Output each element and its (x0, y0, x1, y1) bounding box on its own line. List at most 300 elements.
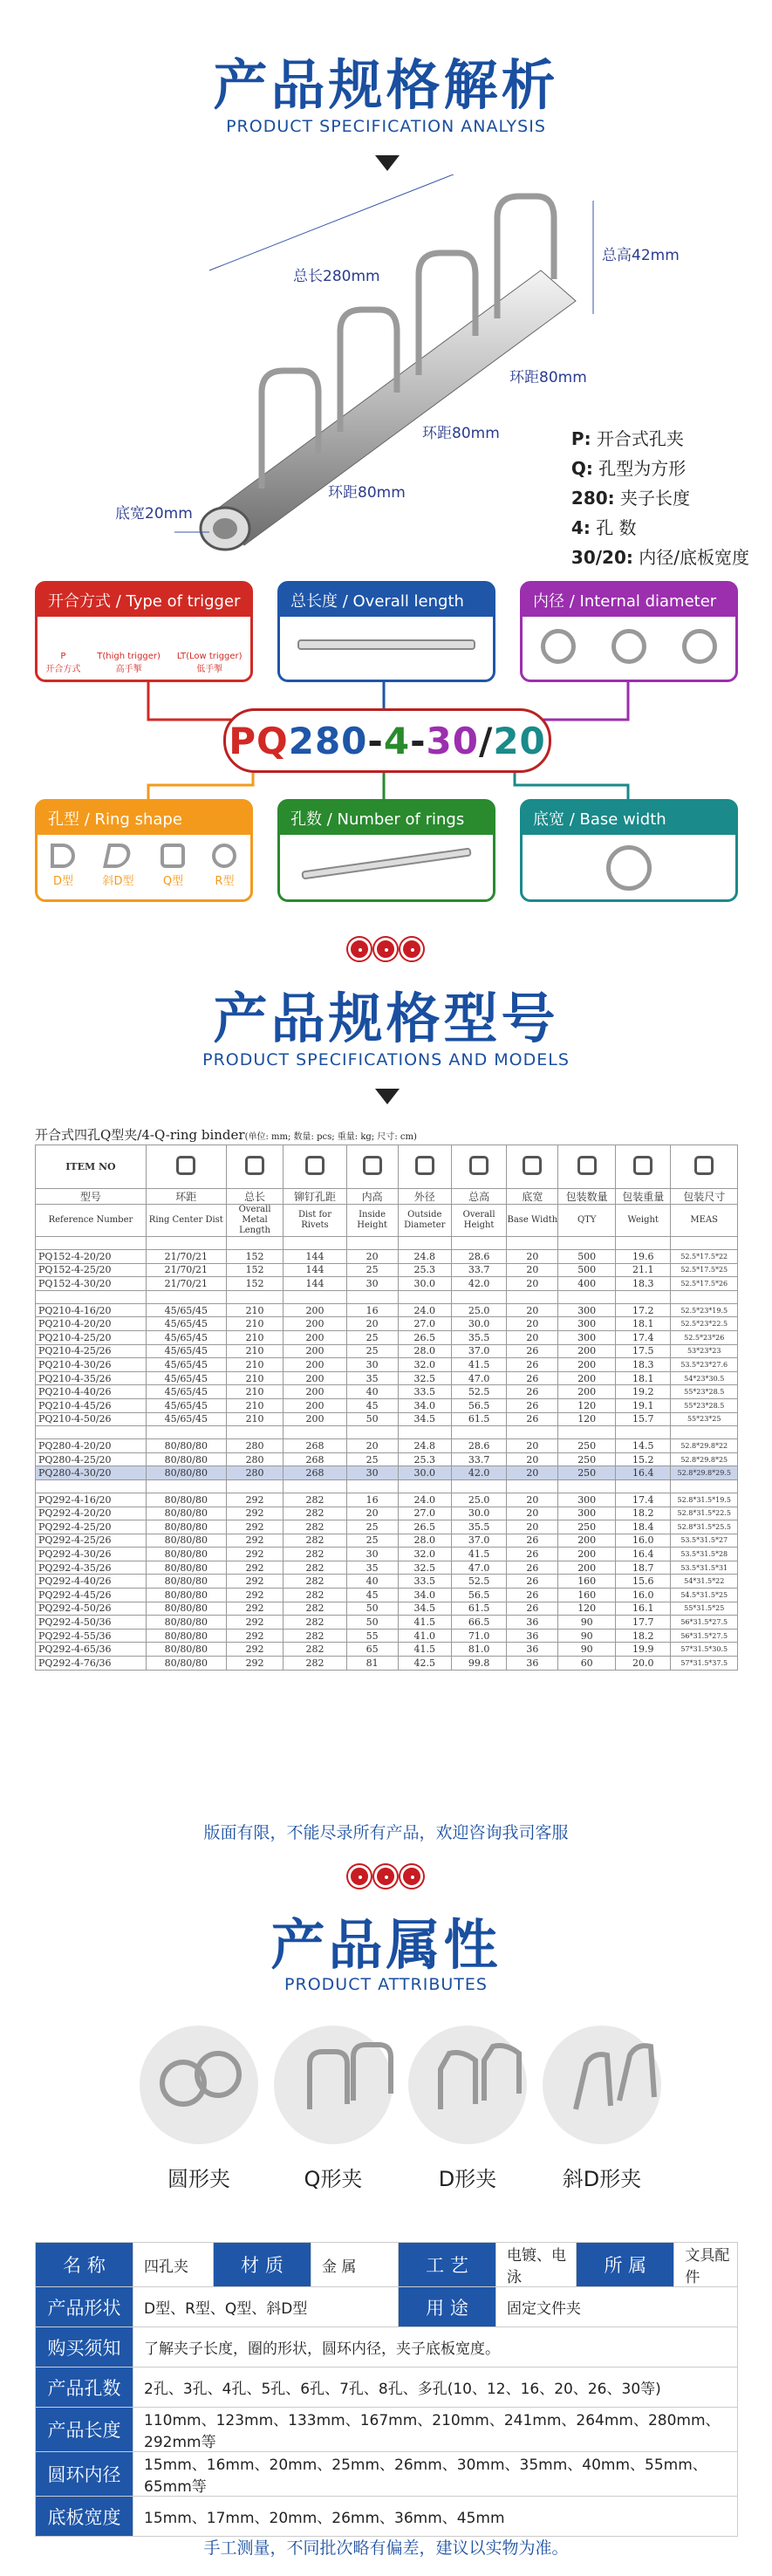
table-cell: 200 (558, 1371, 616, 1385)
table-cell: 268 (284, 1466, 346, 1480)
table-cell: 20.0 (616, 1657, 671, 1671)
table-row (36, 1629, 738, 1643)
table-cell: 52.5*23*19.5 (671, 1303, 738, 1317)
table-cell: 292 (226, 1534, 284, 1548)
table-cell: 210 (226, 1385, 284, 1399)
table-cell: 41.0 (398, 1629, 451, 1643)
table-cell: 90 (558, 1616, 616, 1630)
table-cell: 144 (284, 1263, 346, 1277)
total-height-label: 总高42mm (602, 247, 680, 264)
table-cell: 24.0 (398, 1493, 451, 1507)
table-cell: PQ210-4-30/26 (36, 1358, 147, 1372)
code-legend (571, 424, 749, 572)
table-cell: 300 (558, 1493, 616, 1507)
table-cell: 19.6 (616, 1250, 671, 1264)
table-row (36, 1412, 738, 1426)
table-cell: 26 (507, 1534, 558, 1548)
table-cell: 45/65/45 (146, 1371, 226, 1385)
table-cell: 30.0 (451, 1507, 506, 1520)
table-en-header (36, 1205, 738, 1237)
table-cell: 20 (346, 1507, 398, 1520)
table-cell: 52.5*23*22.5 (671, 1317, 738, 1331)
table-cell: 52.5*17.5*26 (671, 1277, 738, 1291)
table-cell: 26 (507, 1385, 558, 1399)
table-cell: 56*31.5*27.5 (671, 1629, 738, 1643)
table-cell: 200 (558, 1534, 616, 1548)
table-cell: 90 (558, 1629, 616, 1643)
table-cell: 282 (284, 1589, 346, 1602)
number-of-rings-box: 孔数 / Number of rings (277, 799, 495, 902)
table-cell: 52.8*29.8*22 (671, 1439, 738, 1453)
table-cell: PQ292-4-40/26 (36, 1575, 147, 1589)
table-cell: 24.0 (398, 1303, 451, 1317)
table-row (36, 1548, 738, 1561)
table-cell: 292 (226, 1602, 284, 1616)
total-length-label: 总长280mm (293, 268, 380, 285)
column-header-en: Base Width (507, 1205, 558, 1237)
table-cell: PQ280-4-30/20 (36, 1466, 147, 1480)
header-icon-cell (398, 1145, 451, 1189)
spec-icon (415, 1156, 434, 1175)
table-cell: 33.5 (398, 1575, 451, 1589)
table-cell: 80/80/80 (146, 1561, 226, 1575)
table-cell: 282 (284, 1602, 346, 1616)
base-width-box: 底宽 / Base width (520, 799, 738, 902)
table-row (36, 1263, 738, 1277)
table-cell: 71.0 (451, 1629, 506, 1643)
table-cell: 35 (346, 1371, 398, 1385)
spec-icon (176, 1156, 195, 1175)
table-row (36, 1561, 738, 1575)
column-header-en: Overall Height (451, 1205, 506, 1237)
table-cell: 52.8*31.5*19.5 (671, 1493, 738, 1507)
table-cell: 17.7 (616, 1616, 671, 1630)
table-cell: 16.4 (616, 1466, 671, 1480)
table-cell: 282 (284, 1507, 346, 1520)
table-row (36, 1616, 738, 1630)
table-cell: 19.2 (616, 1385, 671, 1399)
table-cell: 200 (284, 1385, 346, 1399)
table-cell: 280 (226, 1439, 284, 1453)
attr-label-round: 圆形夹 (167, 2167, 230, 2191)
table-cell: PQ210-4-16/20 (36, 1303, 147, 1317)
table-cell: PQ292-4-30/26 (36, 1548, 147, 1561)
q-ring-icon (161, 844, 185, 868)
table-cell: 32.5 (398, 1371, 451, 1385)
table-cell: 26 (507, 1398, 558, 1412)
table-cell: 80/80/80 (146, 1548, 226, 1561)
table-cell: 55*31.5*25 (671, 1602, 738, 1616)
table-cell: 18.3 (616, 1358, 671, 1372)
table-cell: 26.5 (398, 1330, 451, 1344)
table-cell: 20 (507, 1250, 558, 1264)
table-spacer-row (36, 1237, 738, 1250)
table-row (36, 1385, 738, 1399)
table-cn-header (36, 1189, 738, 1205)
stock-note: 版面有限，不能尽录所有产品，欢迎咨询我司客服 (203, 1823, 569, 1842)
table-cell: 81 (346, 1657, 398, 1671)
header-icon-cell (146, 1145, 226, 1189)
table-cell: 80/80/80 (146, 1602, 226, 1616)
table-cell: 20 (346, 1250, 398, 1264)
table-cell: 26 (507, 1575, 558, 1589)
table-cell: 27.0 (398, 1507, 451, 1520)
table-cell: 99.8 (451, 1657, 506, 1671)
table-cell: 28.0 (398, 1534, 451, 1548)
table-cell: 50 (346, 1616, 398, 1630)
table-row (36, 1371, 738, 1385)
table-cell: 268 (284, 1452, 346, 1466)
table-cell: 30.0 (451, 1317, 506, 1331)
table-row (36, 1250, 738, 1264)
table-row (36, 1398, 738, 1412)
table-cell: 20 (346, 1317, 398, 1331)
table-spacer-row (36, 1290, 738, 1303)
table-cell: 36 (507, 1616, 558, 1630)
table-cell: 200 (284, 1303, 346, 1317)
attr-row: 购买须知 了解夹子长度，圈的形状，圆环内径，夹子底板宽度。 (36, 2327, 738, 2368)
table-cell: 17.4 (616, 1493, 671, 1507)
table-cell: 36 (507, 1657, 558, 1671)
table-cell: 27.0 (398, 1317, 451, 1331)
down-arrow-icon (375, 1089, 400, 1104)
table-cell: 18.2 (616, 1507, 671, 1520)
header-icon-cell (507, 1145, 558, 1189)
table-cell: 152 (226, 1277, 284, 1291)
table-cell: 35.5 (451, 1520, 506, 1534)
table-cell: 282 (284, 1575, 346, 1589)
decor-dots-icon (348, 1865, 427, 1891)
column-header: 环距 (146, 1189, 226, 1205)
table-row (36, 1589, 738, 1602)
table-cell: 80/80/80 (146, 1452, 226, 1466)
table-row (36, 1452, 738, 1466)
table-cell: 210 (226, 1344, 284, 1358)
table-cell: 37.0 (451, 1534, 506, 1548)
table-cell: PQ210-4-40/26 (36, 1385, 147, 1399)
table-cell: 26 (507, 1358, 558, 1372)
table-cell: 210 (226, 1303, 284, 1317)
table-cell: 282 (284, 1657, 346, 1671)
table-cell: 20 (507, 1493, 558, 1507)
column-header: 包装数量 (558, 1189, 616, 1205)
section2-title: 产品规格型号 (213, 987, 559, 1050)
table-cell: 53.5*31.5*28 (671, 1548, 738, 1561)
column-header-en: Inside Height (346, 1205, 398, 1237)
table-cell: PQ152-4-20/20 (36, 1250, 147, 1264)
table-cell: 282 (284, 1534, 346, 1548)
binder-length-icon (297, 639, 475, 650)
table-cell: 26 (507, 1412, 558, 1426)
table-cell: 55*23*28.5 (671, 1398, 738, 1412)
table-cell: 20 (507, 1507, 558, 1520)
table-cell: 25.3 (398, 1452, 451, 1466)
table-cell: 53*23*23 (671, 1344, 738, 1358)
table-cell: 21/70/21 (146, 1263, 226, 1277)
section3-title: 产品属性 (270, 1913, 502, 1977)
column-header: 外径 (398, 1189, 451, 1205)
legend-row: 280: 夹子长度 (570, 488, 691, 509)
table-cell: 20 (507, 1317, 558, 1331)
column-header-en: Reference Number (36, 1205, 147, 1237)
table-cell: 57*31.5*37.5 (671, 1657, 738, 1671)
table-cell: PQ152-4-25/20 (36, 1263, 147, 1277)
table-cell: 500 (558, 1263, 616, 1277)
table-cell: 33.5 (398, 1385, 451, 1399)
table-cell: 144 (284, 1277, 346, 1291)
column-header-en: Ring Center Dist (146, 1205, 226, 1237)
table-cell: 200 (558, 1385, 616, 1399)
table-cell: PQ210-4-35/26 (36, 1371, 147, 1385)
table-cell: 17.2 (616, 1303, 671, 1317)
table-cell: 80/80/80 (146, 1629, 226, 1643)
table-cell: 300 (558, 1330, 616, 1344)
table-cell: 144 (284, 1250, 346, 1264)
table-row (36, 1439, 738, 1453)
table-cell: 45/65/45 (146, 1344, 226, 1358)
table-cell: 200 (558, 1548, 616, 1561)
spec-icon (469, 1156, 488, 1175)
table-cell: 47.0 (451, 1561, 506, 1575)
table-cell: 80/80/80 (146, 1520, 226, 1534)
table-cell: 210 (226, 1371, 284, 1385)
table-cell: 41.5 (451, 1358, 506, 1372)
table-cell: 41.5 (398, 1643, 451, 1657)
table-cell: 80/80/80 (146, 1657, 226, 1671)
column-header-en: Outside Diameter (398, 1205, 451, 1237)
ring-shape-box: 孔型 / Ring shape D型 斜D型 Q型 R型 (35, 799, 253, 902)
table-cell: 15.7 (616, 1412, 671, 1426)
table-cell: 292 (226, 1548, 284, 1561)
table-cell: 120 (558, 1412, 616, 1426)
table-cell: 25 (346, 1330, 398, 1344)
table-cell: 200 (558, 1344, 616, 1358)
table-cell: 160 (558, 1589, 616, 1602)
table-row (36, 1330, 738, 1344)
table-cell: 55*23*25 (671, 1412, 738, 1426)
attr-label-q: Q形夹 (304, 2167, 363, 2191)
table-cell: 60 (558, 1657, 616, 1671)
table-cell: 282 (284, 1616, 346, 1630)
table-cell: 25 (346, 1520, 398, 1534)
table-cell: 28.6 (451, 1250, 506, 1264)
table-cell: 57*31.5*30.5 (671, 1643, 738, 1657)
table-cell: PQ210-4-25/20 (36, 1330, 147, 1344)
table-cell: 80/80/80 (146, 1439, 226, 1453)
column-header-en: QTY (558, 1205, 616, 1237)
table-cell: PQ292-4-16/20 (36, 1493, 147, 1507)
spec-icon (633, 1156, 652, 1175)
table-cell: 20 (507, 1520, 558, 1534)
table-cell: 15.2 (616, 1452, 671, 1466)
table-cell: 53.5*31.5*27 (671, 1534, 738, 1548)
table-cell: PQ292-4-35/26 (36, 1561, 147, 1575)
table-cell: 53.5*23*27.6 (671, 1358, 738, 1372)
table-cell: 25 (346, 1344, 398, 1358)
table-cell: 52.5*17.5*25 (671, 1263, 738, 1277)
table-cell: 160 (558, 1575, 616, 1589)
table-cell: 282 (284, 1561, 346, 1575)
table-cell: 37.0 (451, 1344, 506, 1358)
table-cell: 25 (346, 1263, 398, 1277)
table-cell: PQ280-4-25/20 (36, 1452, 147, 1466)
table-cell: 28.0 (398, 1344, 451, 1358)
table-row (36, 1575, 738, 1589)
table-cell: 80/80/80 (146, 1589, 226, 1602)
table-cell: 90 (558, 1643, 616, 1657)
table-cell: 15.6 (616, 1575, 671, 1589)
table-cell: 268 (284, 1439, 346, 1453)
ring-diameter-icon (611, 629, 646, 664)
measurement-note: 手工测量，不同批次略有偏差，建议以实物为准。 (203, 2538, 569, 2558)
table-cell: 42.5 (398, 1657, 451, 1671)
table-cell: 18.7 (616, 1561, 671, 1575)
pitch-label-3: 环距80mm (328, 484, 406, 502)
attr-row: 底板宽度 15mm、17mm、20mm、26mm、36mm、45mm (36, 2497, 738, 2537)
column-header: 包装尺寸 (671, 1189, 738, 1205)
table-cell: 66.5 (451, 1616, 506, 1630)
model-code: PQ 280 - 4 - 30 / 20 (223, 708, 551, 773)
table-cell: 16 (346, 1303, 398, 1317)
table-spacer-row (36, 1426, 738, 1439)
table-row (36, 1520, 738, 1534)
table-cell: PQ292-4-65/36 (36, 1643, 147, 1657)
table-cell: 33.7 (451, 1263, 506, 1277)
pitch-label-2: 环距80mm (422, 425, 500, 442)
table-row (36, 1657, 738, 1671)
table-row (36, 1507, 738, 1520)
table-cell: 54*31.5*22 (671, 1575, 738, 1589)
table-cell: PQ292-4-50/26 (36, 1602, 147, 1616)
column-header: 包装重量 (616, 1189, 671, 1205)
table-cell: 30 (346, 1466, 398, 1480)
column-header: 型号 (36, 1189, 147, 1205)
table-cell: 300 (558, 1303, 616, 1317)
spec-icon (245, 1156, 264, 1175)
table-cell: 200 (284, 1330, 346, 1344)
table-cell: 54.5*31.5*25 (671, 1589, 738, 1602)
table-cell: 17.4 (616, 1330, 671, 1344)
table-cell: 80/80/80 (146, 1575, 226, 1589)
table-cell: 25.0 (451, 1303, 506, 1317)
legend-row: Q: 孔型为方形 (570, 458, 687, 479)
table-cell: 34.5 (398, 1602, 451, 1616)
spec-icon (523, 1156, 542, 1175)
internal-diameter-box: 内径 / Internal diameter (520, 581, 738, 682)
table-cell: 18.3 (616, 1277, 671, 1291)
table-row (36, 1534, 738, 1548)
table-cell: 45/65/45 (146, 1317, 226, 1331)
header-icon-cell (558, 1145, 616, 1189)
section2-subtitle: PRODUCT SPECIFICATIONS AND MODELS (202, 1050, 570, 1069)
attr-label-d: D形夹 (438, 2167, 497, 2191)
table-cell: 300 (558, 1507, 616, 1520)
table-cell: 47.0 (451, 1371, 506, 1385)
table-cell: 45/65/45 (146, 1385, 226, 1399)
table-cell: 80/80/80 (146, 1643, 226, 1657)
r-ring-icon (212, 844, 236, 868)
table-cell: PQ292-4-76/36 (36, 1657, 147, 1671)
table-cell: PQ210-4-45/26 (36, 1398, 147, 1412)
table-cell: 282 (284, 1520, 346, 1534)
spec-icon (694, 1156, 714, 1175)
table-cell: 16.0 (616, 1534, 671, 1548)
table-cell: 292 (226, 1589, 284, 1602)
table-cell: 35.5 (451, 1330, 506, 1344)
table-cell: 25 (346, 1452, 398, 1466)
table-cell: 16.1 (616, 1602, 671, 1616)
table-cell: 80/80/80 (146, 1534, 226, 1548)
table-cell: PQ292-4-50/36 (36, 1616, 147, 1630)
column-header: 总长 (226, 1189, 284, 1205)
table-cell: 24.8 (398, 1250, 451, 1264)
table-cell: 34.5 (398, 1412, 451, 1426)
table-cell: 200 (284, 1371, 346, 1385)
attr-row: 产品长度 110mm、123mm、133mm、167mm、210mm、241mm、264mm、280mm、292mm等 (36, 2408, 738, 2452)
table-cell: 20 (346, 1439, 398, 1453)
table-cell: 292 (226, 1657, 284, 1671)
table-cell: PQ210-4-20/20 (36, 1317, 147, 1331)
pitch-label-1: 环距80mm (509, 369, 587, 386)
table-cell: 120 (558, 1602, 616, 1616)
header-icon-cell (284, 1145, 346, 1189)
table-cell: 200 (284, 1358, 346, 1372)
header-icon-cell (671, 1145, 738, 1189)
table-cell: 50 (346, 1602, 398, 1616)
table-cell: 80/80/80 (146, 1466, 226, 1480)
table-cell: 45/65/45 (146, 1330, 226, 1344)
column-header: 内高 (346, 1189, 398, 1205)
table-cell: 61.5 (451, 1602, 506, 1616)
table-cell: 16 (346, 1493, 398, 1507)
table-cell: 26 (507, 1589, 558, 1602)
table-cell: 45/65/45 (146, 1358, 226, 1372)
column-header: 底宽 (507, 1189, 558, 1205)
trigger-lt-label: LT(Low trigger) 低手掣 (176, 652, 243, 674)
table-cell: 20 (507, 1452, 558, 1466)
table-cell: 280 (226, 1452, 284, 1466)
table-cell: 61.5 (451, 1412, 506, 1426)
table-cell: 18.4 (616, 1520, 671, 1534)
table-cell: 52.5 (451, 1575, 506, 1589)
table-cell: 120 (558, 1398, 616, 1412)
table-cell: 280 (226, 1466, 284, 1480)
item-no-cell: ITEM NO (36, 1145, 147, 1189)
table-cell: 33.7 (451, 1452, 506, 1466)
table-cell: 45 (346, 1589, 398, 1602)
table-cell: 16.0 (616, 1589, 671, 1602)
spec-icon (363, 1156, 382, 1175)
table-cell: 32.0 (398, 1548, 451, 1561)
table-cell: 41.5 (398, 1616, 451, 1630)
table-cell: 21/70/21 (146, 1277, 226, 1291)
table-cell: 14.5 (616, 1439, 671, 1453)
table-cell: PQ292-4-45/26 (36, 1589, 147, 1602)
table-cell: 300 (558, 1317, 616, 1331)
table-cell: 52.5 (451, 1385, 506, 1399)
table-cell: 55*23*28.5 (671, 1385, 738, 1399)
table-cell: 16.4 (616, 1548, 671, 1561)
attr-row: 名 称 四孔夹 材 质 金 属 工 艺 电镀、电泳 所 属 文具配件 (36, 2243, 738, 2287)
table-cell: 32.5 (398, 1561, 451, 1575)
table-cell: 50 (346, 1412, 398, 1426)
base-width-label: 底宽20mm (115, 505, 193, 523)
column-header-en: Dist for Rivets (284, 1205, 346, 1237)
table-cell: 200 (558, 1358, 616, 1372)
table-cell: 19.9 (616, 1643, 671, 1657)
table-cell: 210 (226, 1412, 284, 1426)
table-cell: 292 (226, 1561, 284, 1575)
